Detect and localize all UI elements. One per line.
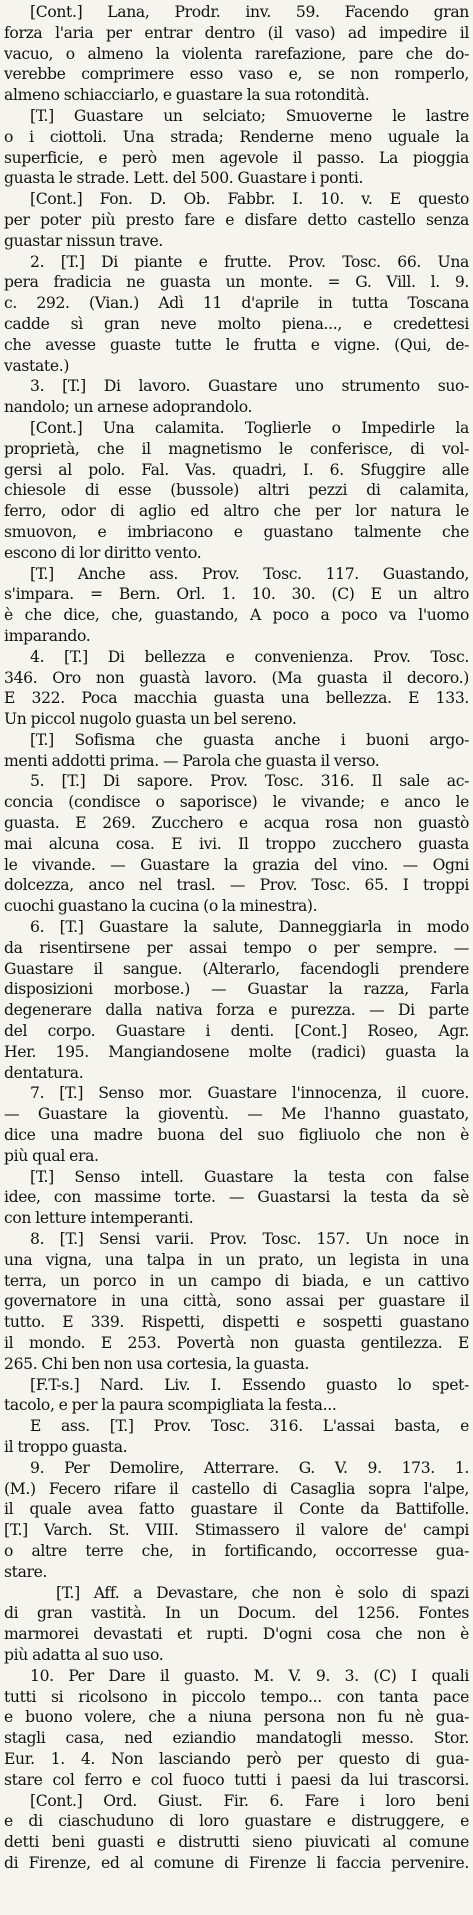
- text-line: il mondo. E 253. Povertà non guasta gentilezza. E: [4, 1334, 469, 1352]
- text-line: di gran vastità. In un Docum. del 1256. Fontes: [4, 1604, 469, 1623]
- text-line: tutti si ricolsono in piccolo tempo... con tanta pace: [4, 1687, 469, 1706]
- text-line: 9. Per Demolire, Atterrare. G. V. 9. 173. 1.: [30, 1458, 469, 1477]
- text-line: verebbe comprimere esso vaso e, se non romperlo,: [4, 65, 469, 84]
- text-line: 8. [T.] Sensi varii. Prov. Tosc. 157. Un noce in: [30, 1230, 469, 1249]
- text-line: dice una madre buona del suo figliuolo che non è: [4, 1126, 469, 1145]
- text-line: dentatura.: [4, 1063, 84, 1082]
- text-line: [Cont.] Lana, Prodr. inv. 59. Facendo gran: [30, 3, 469, 21]
- text-line: c. 292. (Vian.) Adì 11 d'aprile in tutta Toscana: [4, 294, 469, 313]
- text-line: da risentirsene per assai tempo o per sempre. —: [4, 938, 469, 957]
- text-line: concia (condisce o saporisce) le vivande; e anco le: [4, 793, 469, 812]
- text-line: stagli casa, ned eziandio mandatogli messo. Stor.: [4, 1729, 469, 1748]
- text-line: almeno schiacciarlo, e guastare la sua rotondità.: [4, 86, 370, 105]
- text-line: E 322. Poca macchia guasta una bellezza. E 133.: [4, 689, 469, 708]
- text-line: guasta le strade. Lett. del 500. Guastare i ponti.: [4, 169, 364, 188]
- text-line: del corpo. Guastare i denti. [Cont.] Roseo, Agr.: [4, 1022, 469, 1041]
- text-line: marmorei devastati et rupti. D'ogni cosa che non è: [4, 1625, 469, 1644]
- text-line: dolcezza, anco nel trasl. — Prov. Tosc. 65. I troppi: [4, 876, 469, 895]
- text-line: per poter più presto fare e disfare detto castello senza: [4, 210, 469, 229]
- text-line: e di ciaschuduno di loro guastare e distruggere, e: [4, 1812, 469, 1831]
- text-line: cadde sì gran neve molto piena..., e credettesi: [4, 314, 469, 333]
- text-line: forza l'aria per entrar dentro (il vaso) ad impedire il: [4, 23, 469, 42]
- text-line: guasta. E 269. Zucchero e acqua rosa non guastò: [4, 814, 469, 833]
- text-line: [Cont.] Fon. D. Ob. Fabbr. I. 10. v. E questo: [30, 190, 469, 209]
- text-line: 2. [T.] Di piante e frutte. Prov. Tosc. 66. Una: [30, 252, 469, 271]
- text-line: 3. [T.] Di lavoro. Guastare uno strumento suo-: [30, 377, 469, 396]
- text-line: più adatta al suo uso.: [4, 1645, 164, 1664]
- text-line: smuovon, e imbriacono e guastano talmente che: [4, 522, 469, 541]
- text-line: 5. [T.] Di sapore. Prov. Tosc. 316. Il sale ac-: [30, 772, 469, 791]
- text-line: [T.] Anche ass. Prov. Tosc. 117. Guastando,: [30, 564, 469, 583]
- text-line: imparando.: [4, 626, 91, 645]
- text-line: Un piccol nugolo guasta un bel sereno.: [4, 710, 297, 729]
- text-line: o altre terre che, in fortificando, occorresse gua-: [4, 1541, 469, 1560]
- text-line: [Cont.] Una calamita. Toglierle o Impedirle la: [30, 418, 469, 437]
- text-line: stare col ferro e col fuoco tutti i paesi da lui trascorsi.: [4, 1770, 469, 1789]
- text-line: di Firenze, ed al comune di Firenze li faccia pervenire.: [4, 1853, 469, 1872]
- text-line: o i ciottoli. Una strada; Renderne meno uguale la: [4, 127, 469, 146]
- text-line: 6. [T.] Guastare la salute, Danneggiarla in modo: [30, 918, 469, 937]
- text-line: nandolo; un arnese adoprandolo.: [4, 398, 253, 417]
- text-line: escono di lor diritto vento.: [4, 543, 202, 562]
- text-line: 265. Chi ben non usa cortesia, la guasta.: [4, 1354, 310, 1373]
- text-line: [F.T-s.] Nard. Liv. I. Essendo guasto lo spet-: [30, 1375, 469, 1394]
- text-line: idee, con massime torte. — Guastarsi la testa da sè: [4, 1188, 469, 1207]
- text-line: [Cont.] Ord. Giust. Fir. 6. Fare i loro beni: [30, 1791, 469, 1810]
- text-line: e buono volere, che a niuna persona non fu nè gua-: [4, 1708, 469, 1727]
- text-line: degenerare dalla nativa forza e purezza. — Di parte: [4, 1001, 469, 1020]
- text-line: con letture intemperanti.: [4, 1209, 194, 1228]
- text-line: mai alcuna cosa. E ivi. Il troppo zucchero guasta: [4, 834, 469, 853]
- text-line: il quale avea fatto guastare il Conte da Battifolle.: [4, 1500, 469, 1519]
- text-line: Guastare il sangue. (Alterarlo, facendogli prendere: [4, 959, 469, 978]
- text-line: tacolo, e per la paura scompigliata la festa...: [4, 1396, 337, 1415]
- text-line: menti addotti prima. — Parola che guasta il verso.: [4, 751, 380, 770]
- text-line: [T.] Varch. St. VIII. Stimassero il valore de' campi: [4, 1521, 469, 1540]
- text-line: Eur. 1. 4. Non lasciando però per questo di gua-: [4, 1749, 469, 1768]
- text-line: vacuo, o almeno la violenta rarefazione, pare che do-: [4, 44, 469, 63]
- text-line: stare.: [4, 1562, 48, 1581]
- text-line: disposizioni morbose.) — Guastar la razza, Farla: [4, 980, 469, 999]
- text-line: le vivande. — Guastare la grazia del vino. — Ogni: [4, 855, 469, 874]
- text-line: gersi al polo. Fal. Vas. quadri, I. 6. Sfuggire alle: [4, 460, 469, 479]
- text-line: E ass. [T.] Prov. Tosc. 316. L'assai basta, e: [30, 1417, 469, 1436]
- text-line: guastar nissun trave.: [4, 231, 164, 250]
- text-line: 7. [T.] Senso mor. Guastare l'innocenza, il cuore.: [30, 1084, 469, 1103]
- text-line: governatore in una città, sono assai per guastare il: [4, 1292, 469, 1311]
- text-line: il troppo guasta.: [4, 1437, 128, 1456]
- text-line: più qual era.: [4, 1146, 99, 1165]
- text-line: terra, un porco in un campo di biada, e un cattivo: [4, 1271, 469, 1290]
- text-line: Her. 195. Mangiandosene molte (radici) guasta la: [4, 1042, 469, 1061]
- text-line: (M.) Fecero rifare il castello di Casaglia sopra l'alpe,: [4, 1479, 469, 1498]
- text-line: cuochi guastano la cucina (o la minestra).: [4, 897, 318, 916]
- text-line: tutto. E 339. Rispetti, dispetti e sospetti guastano: [4, 1313, 469, 1332]
- text-line: 4. [T.] Di bellezza e convenienza. Prov. Tosc.: [30, 647, 469, 666]
- text-line: [T.] Sofisma che guasta anche i buoni argo-: [30, 730, 469, 749]
- text-line: che avesse guaste tutte le frutta e vigne. (Qui, de-: [4, 335, 469, 354]
- text-line: vastate.): [4, 356, 70, 375]
- text-line: [T.] Aff. a Devastare, che non è solo di spazi: [56, 1583, 469, 1602]
- text-line: una vigna, una talpa in un prato, un legista in una: [4, 1250, 469, 1269]
- text-line: è che dice, che, guastando, A poco a poco va l'uomo: [4, 606, 469, 625]
- text-line: chiesole di esse (bussole) altri pezzi di calamita,: [4, 481, 469, 500]
- text-line: [T.] Guastare un selciato; Smuoverne le lastre: [30, 106, 469, 125]
- text-line: 346. Oro non guastà lavoro. (Ma guasta il decoro.): [4, 668, 469, 687]
- text-line: [T.] Senso intell. Guastare la testa con false: [30, 1167, 469, 1186]
- text-line: s'impara. = Bern. Orl. 1. 10. 30. (C) E un altro: [4, 585, 469, 604]
- text-line: detti beni guasti e distrutti sieno piuvicati al comune: [4, 1833, 469, 1852]
- text-line: — Guastare la gioventù. — Me l'hanno guastato,: [4, 1105, 469, 1124]
- text-line: superficie, e però men agevole il passo. La pioggia: [4, 148, 469, 167]
- text-line: 10. Per Dare il guasto. M. V. 9. 3. (C) I quali: [30, 1666, 469, 1685]
- text-line: pera fradicia ne guasta un monte. = G. Vill. l. 9.: [4, 273, 469, 292]
- text-line: ferro, odor di aglio ed altro che per lor natura le: [4, 502, 469, 521]
- text-line: proprietà, che il magnetismo le conferisce, di vol-: [4, 439, 469, 458]
